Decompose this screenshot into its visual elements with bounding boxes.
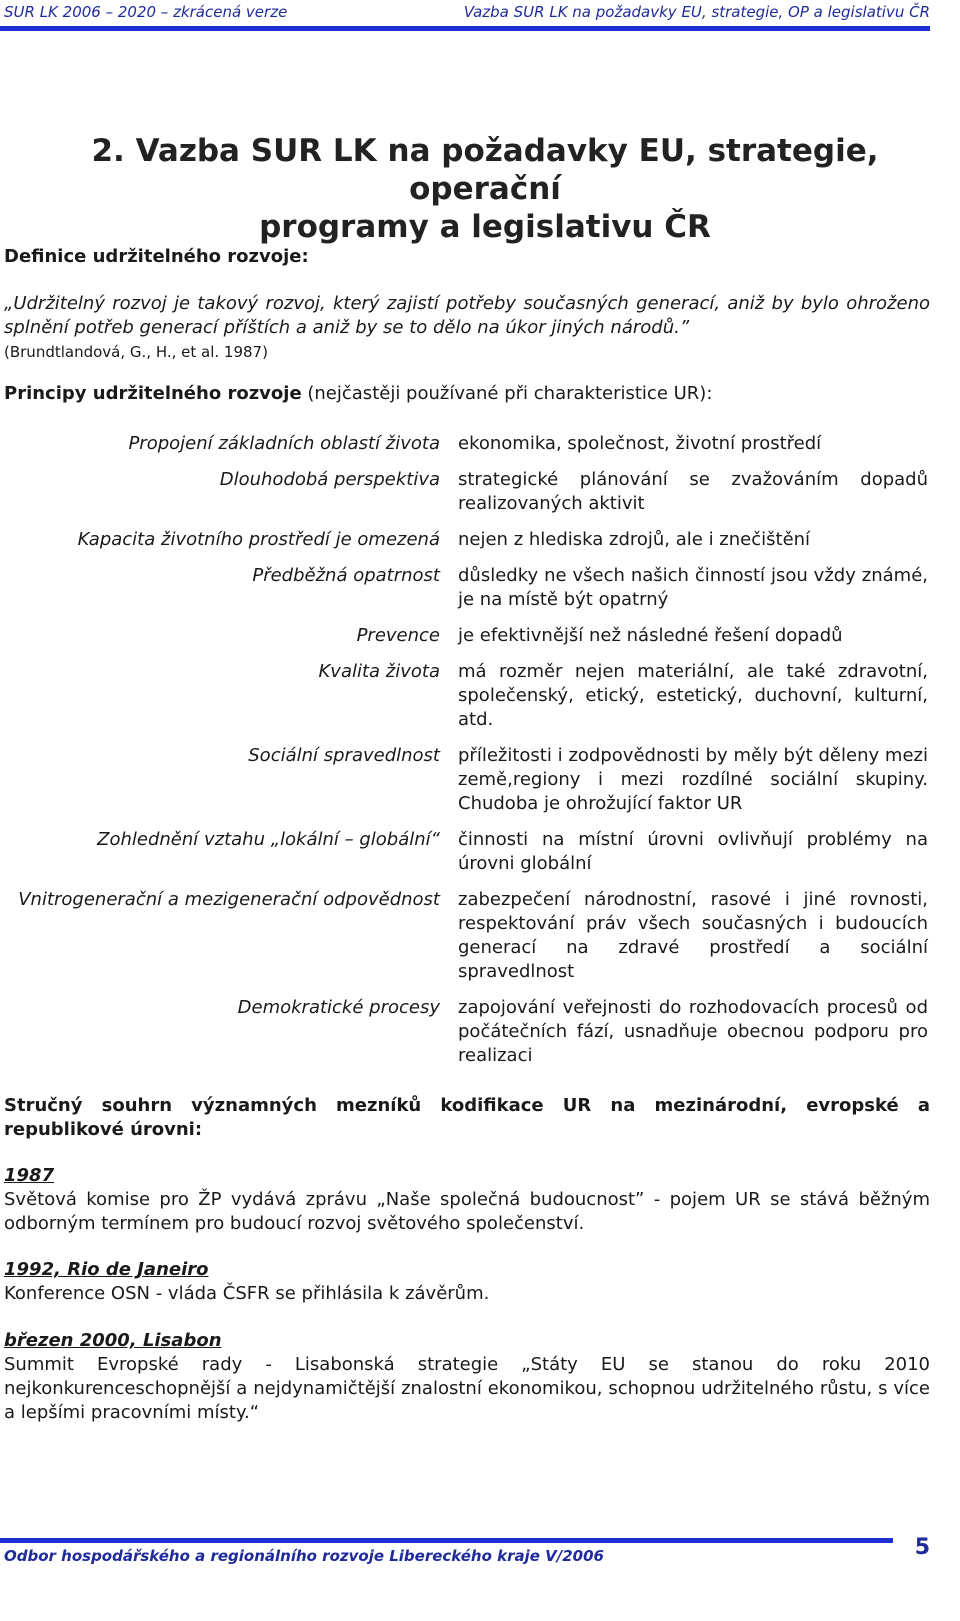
principle-row xyxy=(0,432,930,456)
principle-row xyxy=(0,828,930,876)
principle-name: Kvalita života xyxy=(318,661,440,682)
principle-name: Sociální spravedlnost xyxy=(248,745,440,766)
definition-heading: Definice udržitelného rozvoje: xyxy=(4,246,309,267)
principle-row xyxy=(0,888,930,984)
principle-row xyxy=(0,528,930,552)
principle-desc: zabezpečení národnostní, rasové i jiné rovnosti, respektování práv všech současných i budoucích generací na zdravé prostředí a sociální spravedlnost xyxy=(458,889,928,982)
principle-name: Propojení základních oblastí života xyxy=(128,433,440,454)
page-header xyxy=(4,0,930,24)
header-rule xyxy=(0,26,930,31)
summary-heading: Stručný souhrn významných mezníků kodifikace UR na mezinárodní, evropské a republikové úrovni: xyxy=(4,1095,930,1140)
principles-heading-bold: Principy udržitelného rozvoje xyxy=(4,383,302,404)
principle-name: Demokratické procesy xyxy=(237,997,440,1018)
milestone-text: Světová komise pro ŽP vydává zprávu „Naše společná budoucnost” - pojem UR se stává běžným odborným termínem pro budoucí rozvoj světového společenství. xyxy=(4,1189,930,1234)
footer-text: Odbor hospodářského a regionálního rozvoje Libereckého kraje V/2006 xyxy=(4,1547,604,1565)
header-right: Vazba SUR LK na požadavky EU, strategie, OP a legislativu ČR xyxy=(463,3,930,21)
principle-row xyxy=(0,744,930,816)
principle-row xyxy=(0,624,930,648)
principle-desc: zapojování veřejnosti do rozhodovacích procesů od počátečních fází, usnadňuje obecnou podporu pro realizaci xyxy=(458,997,928,1066)
principle-row xyxy=(0,660,930,732)
header-left: SUR LK 2006 – 2020 – zkrácená verze xyxy=(4,3,288,21)
principle-row xyxy=(0,564,930,612)
footer-rule xyxy=(0,1538,893,1543)
principle-name: Prevence xyxy=(356,625,440,646)
principles-list xyxy=(0,432,930,1080)
principle-desc: strategické plánování se zvažováním dopadů realizovaných aktivit xyxy=(458,469,928,514)
milestone-text: Konference OSN - vláda ČSFR se přihlásila k závěrům. xyxy=(4,1283,490,1304)
milestone-head: 1992, Rio de Janeiro xyxy=(4,1259,209,1280)
principle-row xyxy=(0,468,930,516)
page-number: 5 xyxy=(914,1535,930,1560)
principle-name: Vnitrogenerační a mezigenerační odpovědnost xyxy=(18,889,440,910)
milestone-head: březen 2000, Lisabon xyxy=(4,1330,222,1351)
chapter-title-line1: 2. Vazba SUR LK na požadavky EU, strategie, operační xyxy=(91,133,879,207)
principle-name: Předběžná opatrnost xyxy=(252,565,440,586)
milestone-head: 1987 xyxy=(4,1165,55,1186)
principle-row xyxy=(0,996,930,1068)
principle-desc: ekonomika, společnost, životní prostředí xyxy=(458,433,822,454)
principle-desc: důsledky ne všech našich činností jsou vždy známé, je na místě být opatrný xyxy=(458,565,928,610)
chapter-title xyxy=(40,132,930,246)
principle-name: Dlouhodobá perspektiva xyxy=(219,469,440,490)
principle-desc: má rozměr nejen materiální, ale také zdravotní, společenský, etický, estetický, duchovní, kulturní, atd. xyxy=(458,661,928,730)
milestone-text: Summit Evropské rady - Lisabonská strategie „Státy EU se stanou do roku 2010 nejkonkurenceschopnější a nejdynamičtější znalostní ekonomikou, schopnou udržitelného růstu, s více a lepšími pracovními místy.“ xyxy=(4,1354,930,1423)
principles-heading xyxy=(4,382,930,406)
principle-desc: nejen z hlediska zdrojů, ale i znečištění xyxy=(458,529,811,550)
principle-desc: příležitosti i zodpovědnosti by měly být děleny mezi země,regiony i mezi rozdílné sociální skupiny. Chudoba je ohrožující faktor UR xyxy=(458,745,928,814)
principle-name: Kapacita životního prostředí je omezená xyxy=(77,529,440,550)
principle-desc: je efektivnější než následné řešení dopadů xyxy=(458,625,843,646)
chapter-title-line2: programy a legislativu ČR xyxy=(259,209,711,245)
principle-name: Zohlednění vztahu „lokální – globální“ xyxy=(97,829,440,850)
principle-desc: činnosti na místní úrovni ovlivňují problémy na úrovni globální xyxy=(458,829,928,874)
principles-heading-rest: (nejčastěji používané při charakteristice UR): xyxy=(301,383,713,404)
definition-quote: „Udržitelný rozvoj je takový rozvoj, který zajistí potřeby současných generací, aniž by bylo ohroženo splnění potřeb generací příštích a aniž by se to dělo na úkor jiných národů.” xyxy=(4,293,930,338)
definition-source: (Brundtlandová, G., H., et al. 1987) xyxy=(4,343,268,361)
